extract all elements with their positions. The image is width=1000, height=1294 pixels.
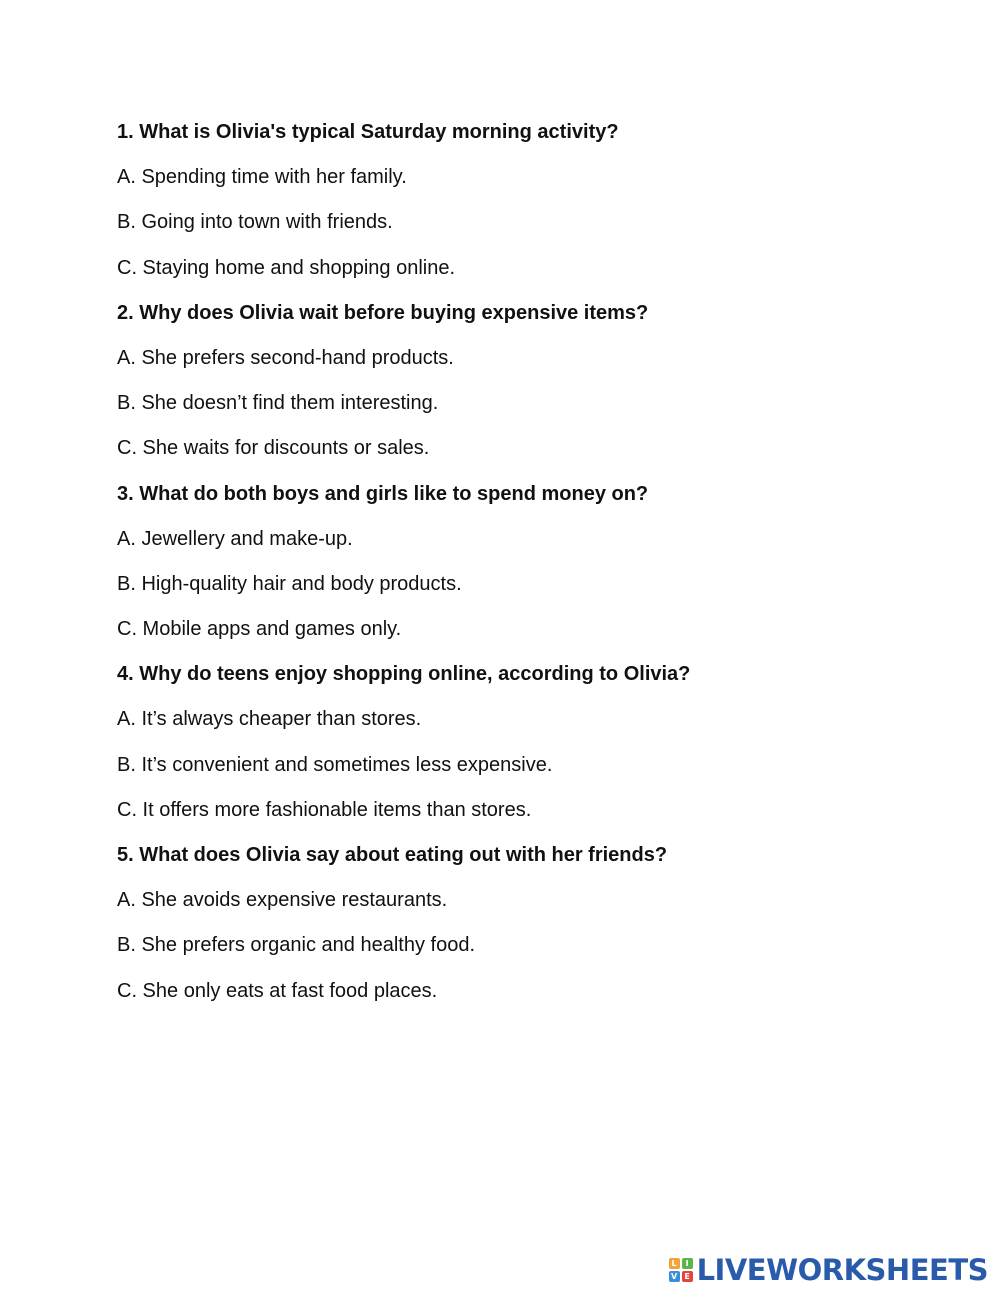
question-3-option-a[interactable]: A. Jewellery and make-up. (117, 527, 353, 550)
question-2-option-c[interactable]: C. She waits for discounts or sales. (117, 437, 430, 460)
question-1-option-b[interactable]: B. Going into town with friends. (117, 211, 393, 234)
liveworksheets-logo (669, 1252, 988, 1288)
question-3-option-b[interactable]: B. High-quality hair and body products. (117, 572, 462, 595)
logo-cell-i: I (682, 1258, 693, 1269)
question-4: 4. Why do teens enjoy shopping online, according to Olivia? (117, 663, 691, 686)
question-4-option-a[interactable]: A. It’s always cheaper than stores. (117, 708, 422, 731)
question-5-option-b[interactable]: B. She prefers organic and healthy food. (117, 934, 476, 957)
question-3: 3. What do both boys and girls like to spend money on? (117, 482, 649, 505)
question-4-option-c[interactable]: C. It offers more fashionable items than stores. (117, 798, 532, 821)
question-3-option-c[interactable]: C. Mobile apps and games only. (117, 618, 402, 641)
liveworksheets-logo-text: LIVEWORKSHEETS (696, 1253, 988, 1287)
question-2-option-b[interactable]: B. She doesn’t find them interesting. (117, 392, 439, 415)
question-5: 5. What does Olivia say about eating out with her friends? (117, 844, 668, 866)
question-2-option-a[interactable]: A. She prefers second-hand products. (117, 346, 454, 369)
logo-cell-v: V (669, 1271, 680, 1282)
logo-cell-l: L (669, 1258, 680, 1269)
liveworksheets-logo-icon (669, 1258, 693, 1282)
question-2: 2. Why does Olivia wait before buying expensive items? (117, 301, 649, 324)
question-1-option-a[interactable]: A. Spending time with her family. (117, 166, 407, 189)
question-5-option-c[interactable]: C. She only eats at fast food places. (117, 979, 438, 1002)
question-5-option-a[interactable]: A. She avoids expensive restaurants. (117, 889, 448, 912)
question-1-option-c[interactable]: C. Staying home and shopping online. (117, 256, 456, 279)
question-4-option-b[interactable]: B. It’s convenient and sometimes less expensive. (117, 753, 553, 776)
worksheet (117, 116, 937, 1020)
logo-cell-e: E (682, 1271, 693, 1282)
question-1: 1. What is Olivia's typical Saturday morning activity? (117, 121, 619, 143)
